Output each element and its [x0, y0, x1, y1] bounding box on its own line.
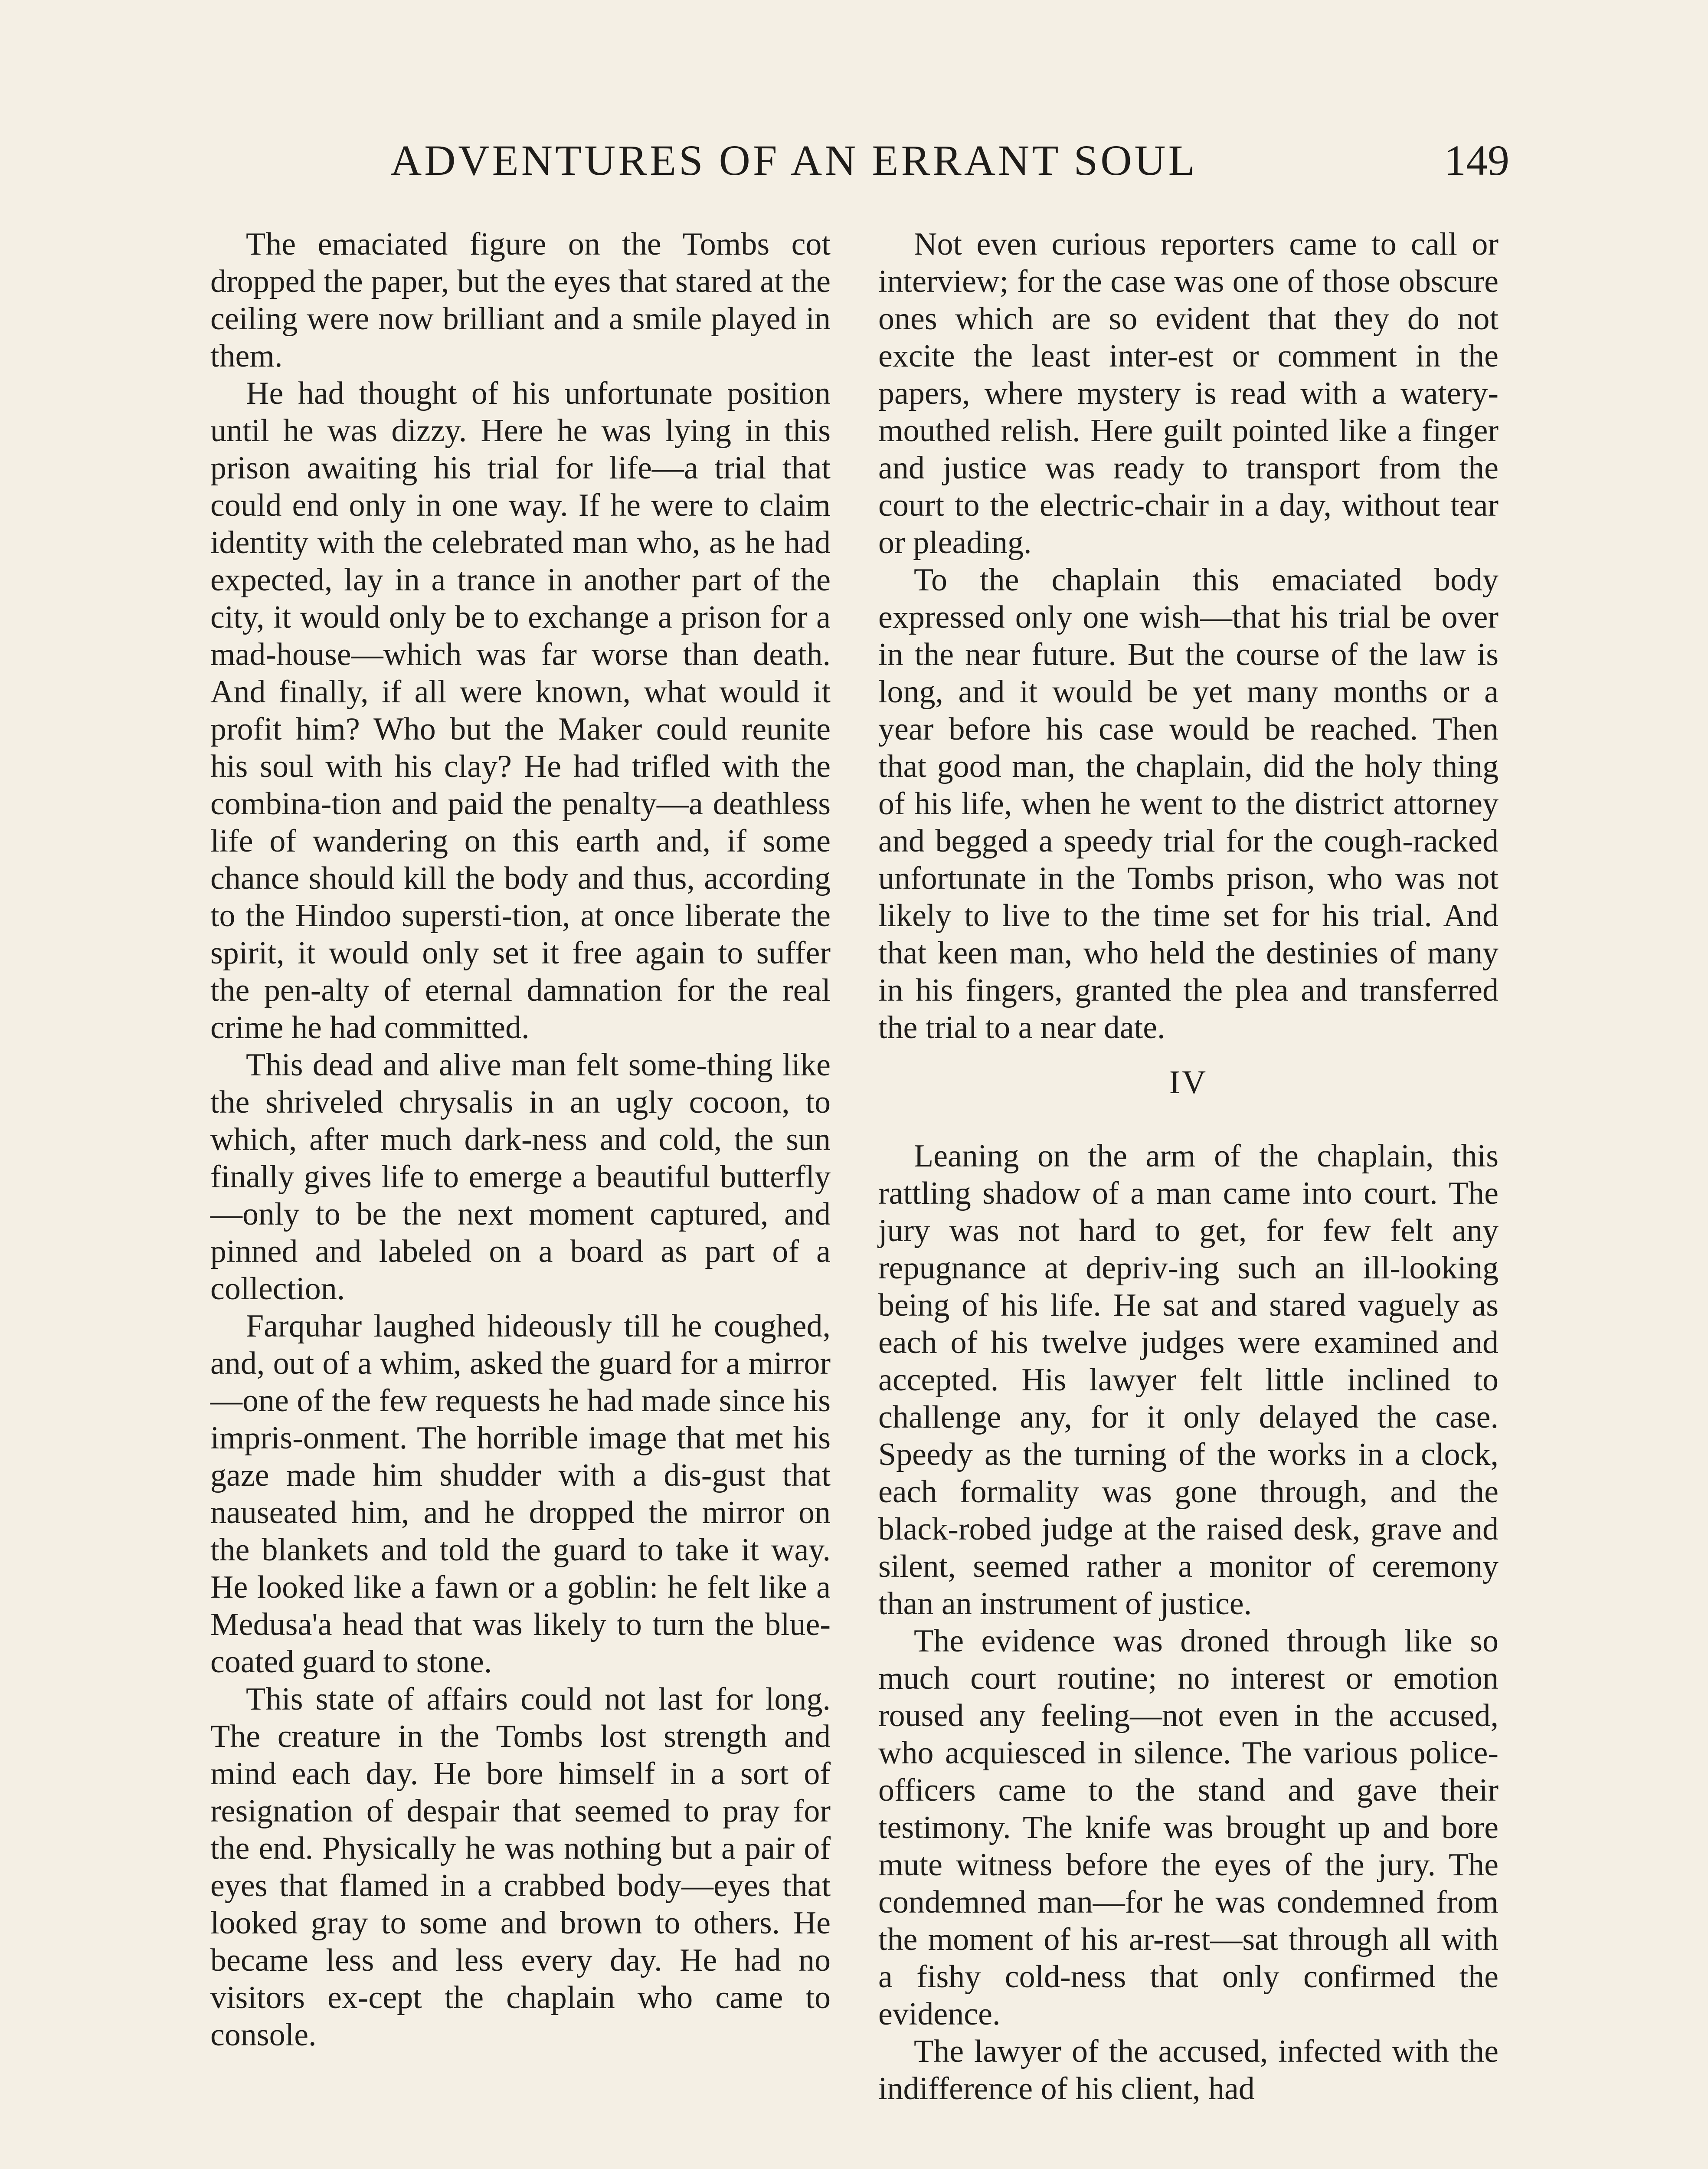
paragraph: The lawyer of the accused, infected with the indifference of his client, had — [878, 2034, 1499, 2107]
paragraph: This dead and alive man felt some-thing like the shriveled chrysalis in an ugly cocoon, to which, after much dark-ness and cold, the sun finally gives life to emerge a beautiful butterfly—only to be the next moment captured, and pinned and labeled on a board as part of a collection. — [210, 1047, 831, 1307]
paragraph: The emaciated figure on the Tombs cot dropped the paper, but the eyes that stared at the ceiling were now brilliant and a smile played in them. — [210, 226, 831, 374]
paragraph: Farquhar laughed hideously till he coughed, and, out of a whim, asked the guard for a mirror—one of the few requests he had made since his impris-onment. The horrible image that met his gaze made him shudder with a dis-gust that nauseated him, and he dropped the mirror on the blankets and told the guard to take it way. He looked like a fawn or a goblin: he felt like a Medusa'a head that was likely to turn the blue-coated guard to stone. — [210, 1308, 831, 1680]
running-title: ADVENTURES OF AN ERRANT SOUL — [390, 136, 1198, 184]
paragraph: Not even curious reporters came to call or interview; for the case was one of those obscure ones which are so evident that they do not excite the least inter-est or comment in the papers, where mystery is read with a watery-mouthed relish. Here guilt pointed like a finger and justice was ready to transport from the court to the electric-chair in a day, without tear or pleading. — [878, 226, 1499, 560]
paragraph: Leaning on the arm of the chaplain, this rattling shadow of a man came into court. The jury was not hard to get, for few felt any repugnance at depriv-ing such an ill-looking being of his life. He sat and stared vaguely as each of his twelve judges were examined and accepted. His lawyer felt little inclined to challenge any, for it only delayed the case. Speedy as the turning of the works in a clock, each formality was gone through, and the black-robed judge at the raised desk, grave and silent, seemed rather a monitor of ceremony than an instrument of justice. — [878, 1138, 1499, 1622]
left-column — [210, 226, 831, 2054]
right-column — [878, 226, 1499, 2107]
paragraph: The evidence was droned through like so much court routine; no interest or emotion roused any feeling—not even in the accused, who acquiesced in silence. The various police-officers came to the stand and gave their testimony. The knife was brought up and bore mute witness before the eyes of the jury. The condemned man—for he was condemned from the moment of his ar-rest—sat through all with a fishy cold-ness that only confirmed the evidence. — [878, 1623, 1499, 2032]
running-head — [208, 130, 1509, 200]
paragraph: He had thought of his unfortunate position until he was dizzy. Here he was lying in this prison awaiting his trial for life—a trial that could end only in one way. If he were to claim identity with the celebrated man who, as he had expected, lay in a trance in another part of the city, it would only be to exchange a prison for a mad-house—which was far worse than death. And finally, if all were known, what would it profit him? Who but the Maker could reunite his soul with his clay? He had trifled with the combina-tion and paid the penalty—a deathless life of wandering on this earth and, if some chance should kill the body and thus, according to the Hindoo supersti-tion, at once liberate the spirit, it would only set it free again to suffer the pen-alty of eternal damnation for the real crime he had committed. — [210, 376, 831, 1045]
page-number: 149 — [1444, 136, 1509, 184]
paragraph: This state of affairs could not last for long. The creature in the Tombs lost strength and mind each day. He bore himself in a sort of resignation of despair that seemed to pray for the end. Physically he was nothing but a pair of eyes that flamed in a crabbed body—eyes that looked gray to some and brown to others. He became less and less every day. He had no visitors ex-cept the chaplain who came to console. — [210, 1681, 831, 2053]
section-heading: IV — [1169, 1064, 1208, 1101]
paragraph: To the chaplain this emaciated body expressed only one wish—that his trial be over in the near future. But the course of the law is long, and it would be yet many months or a year before his case would be reached. Then that good man, the chaplain, did the holy thing of his life, when he went to the district attorney and begged a speedy trial for the cough-racked unfortunate in the Tombs prison, who was not likely to live to the time set for his trial. And that keen man, who held the destinies of many in his fingers, granted the plea and transferred the trial to a near date. — [878, 562, 1499, 1045]
